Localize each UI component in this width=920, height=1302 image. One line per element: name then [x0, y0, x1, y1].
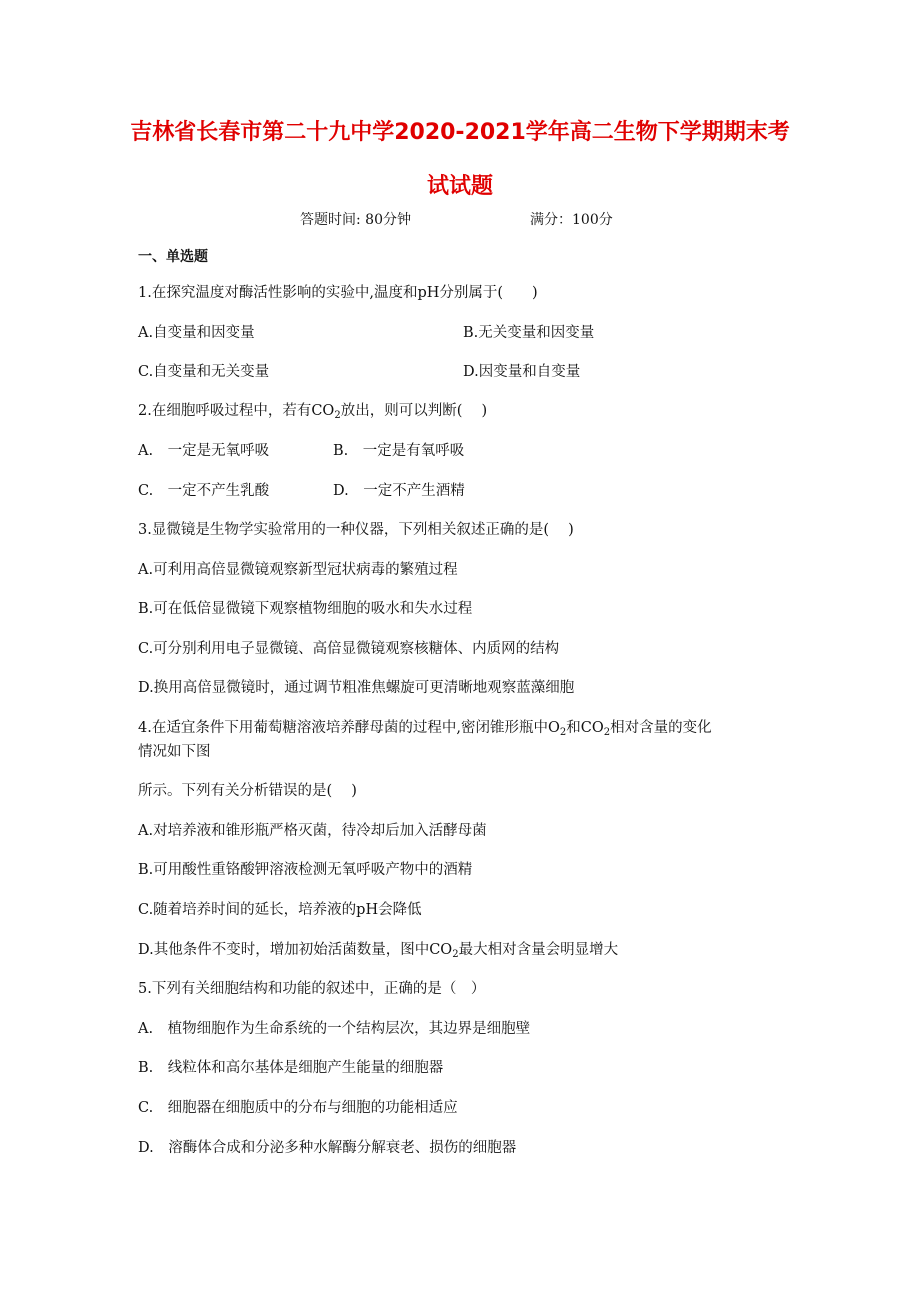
question-4-option-d: D.其他条件不变时，增加初始活菌数量，图中$CO_2$最大相对含量会明显增大	[138, 942, 619, 960]
question-2-option-c: C. 一定不产生乳酸	[138, 483, 270, 499]
question-5-stem: 5.下列有关细胞结构和功能的叙述中，正确的是（ ）	[138, 981, 486, 997]
question-4-stem: 4.在适宜条件下用葡萄糖溶液培养酵母菌的过程中,密闭锥形瓶中$O_2$和$CO_2$相对含量的变化	[138, 720, 712, 738]
question-1-option-d: D.因变量和自变量	[463, 364, 581, 380]
question-4-stem-line2: 情况如下图	[138, 744, 211, 760]
score-label: 满分：100分	[530, 212, 613, 228]
question-4-option-a: A.对培养液和锥形瓶严格灭菌，待冷却后加入活酵母菌	[138, 823, 487, 839]
section-title: 一、单选题	[138, 249, 208, 265]
question-5-option-a: A. 植物细胞作为生命系统的一个结构层次，其边界是细胞壁	[138, 1021, 531, 1037]
question-3-option-b: B.可在低倍显微镜下观察植物细胞的吸水和失水过程	[138, 601, 473, 617]
question-1-option-a: A.自变量和因变量	[138, 325, 255, 341]
question-3-stem: 3.显微镜是生物学实验常用的一种仪器，下列相关叙述正确的是( )	[138, 522, 574, 538]
question-2-stem: 2.在细胞呼吸过程中，若有$CO_2$放出，则可以判断( )	[138, 403, 488, 421]
question-5-option-c: C. 细胞器在细胞质中的分布与细胞的功能相适应	[138, 1100, 458, 1116]
question-3-option-c: C.可分别利用电子显微镜、高倍显微镜观察核糖体、内质网的结构	[138, 641, 560, 657]
question-2-option-a: A. 一定是无氧呼吸	[138, 443, 270, 459]
question-5-option-b: B. 线粒体和高尔基体是细胞产生能量的细胞器	[138, 1060, 444, 1076]
question-5-option-d: D. 溶酶体合成和分泌多种水解酶分解衰老、损伤的细胞器	[138, 1140, 517, 1156]
question-1-option-b: B.无关变量和因变量	[463, 325, 595, 341]
question-4-option-c: C.随着培养时间的延长，培养液的pH会降低	[138, 902, 422, 918]
exam-title-line2: 试试题	[426, 174, 493, 199]
question-3-option-a: A.可利用高倍显微镜观察新型冠状病毒的繁殖过程	[138, 562, 458, 578]
question-2-option-d: D. 一定不产生酒精	[333, 483, 465, 499]
question-4-option-b: B.可用酸性重铬酸钾溶液检测无氧呼吸产物中的酒精	[138, 862, 473, 878]
question-2-option-b: B. 一定是有氧呼吸	[333, 443, 465, 459]
time-label: 答题时间: 80分钟	[300, 212, 411, 228]
exam-title-line1: 吉林省长春市第二十九中学2020-2021学年高二生物下学期期末考	[130, 120, 790, 145]
question-4-stem-line3: 所示。下列有关分析错误的是( )	[138, 783, 357, 799]
question-1-stem: 1.在探究温度对酶活性影响的实验中,温度和pH分别属于( )	[138, 285, 538, 301]
question-1-option-c: C.自变量和无关变量	[138, 364, 270, 380]
question-3-option-d: D.换用高倍显微镜时，通过调节粗准焦螺旋可更清晰地观察蓝藻细胞	[138, 680, 575, 696]
